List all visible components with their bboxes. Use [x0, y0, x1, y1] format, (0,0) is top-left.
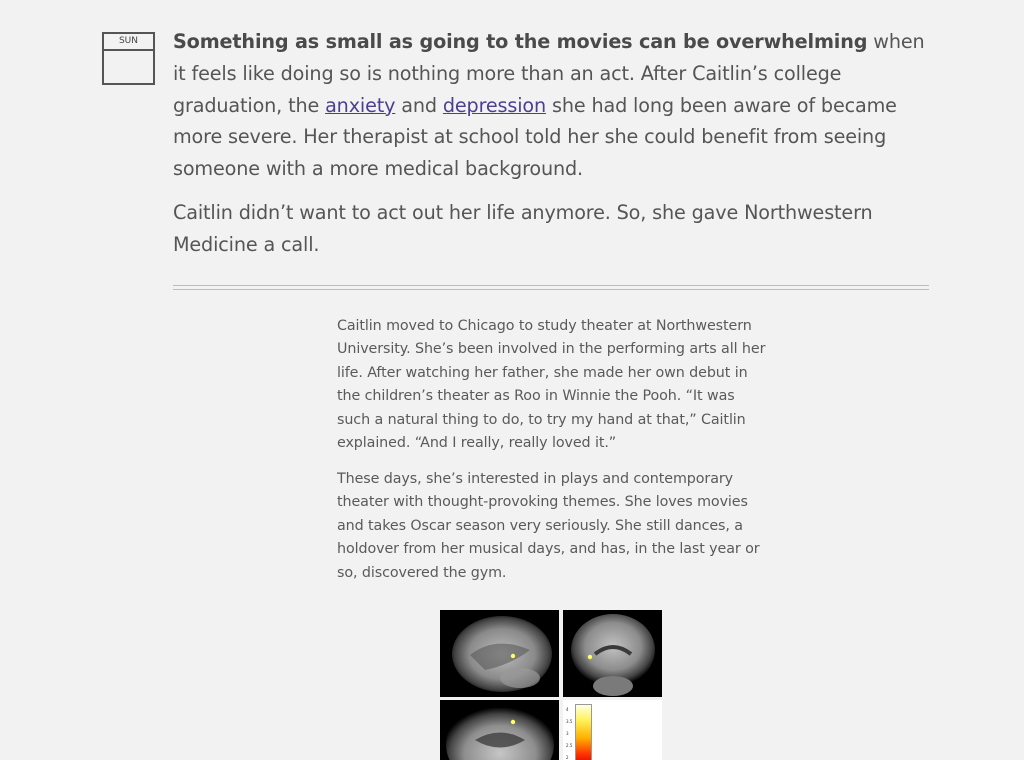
- anxiety-link[interactable]: anxiety: [325, 93, 396, 117]
- story-paragraph-2: These days, she’s interested in plays and contemporary theater with thought-provoking themes. She loves movies and takes Oscar season very seriously. She still dances, a holdover from her musical days, and has, in the last year or so, discovered the gym.: [337, 471, 760, 581]
- intro-text-3: she had long been aware of became more severe. Her therapist at school told her she could benefit from seeing someone with a more medical background.: [173, 93, 897, 181]
- section-divider: [173, 285, 929, 290]
- colorbar-legend: [563, 700, 662, 760]
- story-paragraph-1: Caitlin moved to Chicago to study theater at Northwestern University. She’s been involved in the performing arts all her life. After watching her father, she made her own debut in the children’s theater as Roo in Winnie the Pooh. “It was such a natural thing to do, to try my hand at that,” Caitlin explained. “And I really, really loved it.”: [337, 318, 766, 452]
- depression-link[interactable]: depression: [442, 93, 547, 117]
- intro-paragraph: [173, 26, 933, 185]
- brain-scan-figure: [440, 610, 662, 760]
- colorbar-tick: 2.5: [566, 743, 573, 748]
- colorbar-tick: 2: [566, 755, 569, 760]
- intro-bold-lead: Something as small as going to the movies can be overwhelming: [173, 30, 868, 53]
- intro-text-1: when it feels like doing so is nothing more than an act. After Caitlin’s college graduation, the: [173, 30, 925, 117]
- colorbar-ticks: [566, 704, 574, 760]
- colorbar-tick: 3.5: [566, 719, 573, 724]
- calendar-day-label: SUN: [104, 34, 153, 51]
- calendar-day-icon: [102, 32, 155, 85]
- colorbar: [575, 704, 592, 760]
- intro-paragraph-2: Caitlin didn’t want to act out her life anymore. So, she gave Northwestern Medicine a call.: [173, 201, 873, 256]
- intro-text-2: and: [395, 93, 443, 117]
- colorbar-tick: 4: [566, 707, 569, 712]
- colorbar-tick: 3: [566, 731, 569, 736]
- axial-brain-scan: [440, 700, 559, 760]
- coronal-brain-scan: [563, 610, 662, 697]
- sagittal-brain-scan: [440, 610, 559, 697]
